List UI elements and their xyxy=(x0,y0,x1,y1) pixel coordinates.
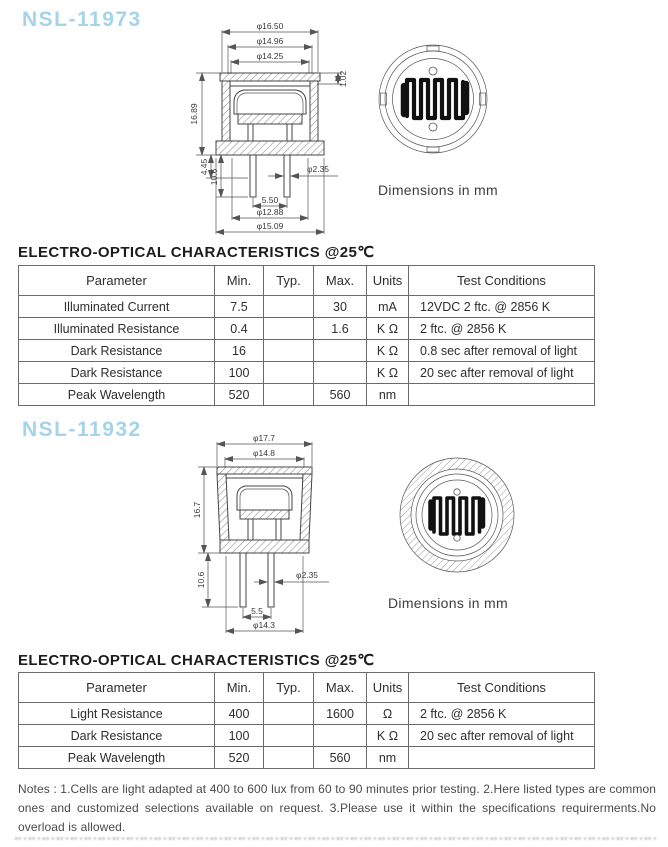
col-header-typ: Typ. xyxy=(264,266,314,296)
dim-label-dia-outer: φ16.50 xyxy=(256,21,284,31)
cell-max: 560 xyxy=(314,747,367,769)
cell-max xyxy=(314,725,367,747)
cell-min: 0.4 xyxy=(215,318,264,340)
cell-parameter: Dark Resistance xyxy=(19,340,215,362)
top-view-drawing-1 xyxy=(376,42,490,161)
col-header-min: Min. xyxy=(215,673,264,703)
dim-label-lead-len: 10.6 xyxy=(209,168,219,186)
dim-label-body-h: 16.7 xyxy=(192,501,202,519)
table-row xyxy=(19,384,595,406)
cell-max: 560 xyxy=(314,384,367,406)
faded-footer-line xyxy=(15,837,657,840)
top-view-drawing-2 xyxy=(398,456,516,579)
cell-typ xyxy=(264,384,314,406)
cell-parameter: Peak Wavelength xyxy=(19,384,215,406)
cell-typ xyxy=(264,725,314,747)
cell-units: nm xyxy=(367,384,409,406)
cell-units: mA xyxy=(367,296,409,318)
cell-min: 16 xyxy=(215,340,264,362)
dim-label-rim-h: 1.02 xyxy=(338,70,348,88)
col-header-units: Units xyxy=(367,266,409,296)
cell-typ xyxy=(264,747,314,769)
table-row xyxy=(19,318,595,340)
dim-label-dia-base: φ15.09 xyxy=(256,221,284,231)
dimensions-note-2: Dimensions in mm xyxy=(388,595,508,611)
dim-label-lead-len: 10.6 xyxy=(196,571,206,589)
cell-units: Ω xyxy=(367,703,409,725)
cell-units: K Ω xyxy=(367,340,409,362)
col-header-max: Max. xyxy=(314,673,367,703)
footnotes: Notes : 1.Cells are light adapted at 400 to 600 lux from 60 to 90 minutes prior testing. 2.Here listed types are common ones and customized selections available on request. 3.Please use it within the specifications requirerments.No overload is allowed. xyxy=(18,782,656,835)
cell-units: K Ω xyxy=(367,318,409,340)
cell-max: 1.6 xyxy=(314,318,367,340)
cell-min: 520 xyxy=(215,747,264,769)
dim-label-dia-mid: φ14.96 xyxy=(256,36,284,46)
dim-label-dia-inner: φ14.25 xyxy=(256,51,284,61)
cross-section-drawing-2 xyxy=(192,430,362,647)
cell-parameter: Peak Wavelength xyxy=(19,747,215,769)
eo-table-1 xyxy=(18,265,595,406)
cell-test-conditions: 2 ftc. @ 2856 K xyxy=(409,318,595,340)
section-heading-2: ELECTRO-OPTICAL CHARACTERISTICS @25℃ xyxy=(18,652,375,669)
dimensions-note-1: Dimensions in mm xyxy=(378,182,498,198)
cross-section-drawing-1 xyxy=(150,18,360,243)
dim-label-lead-dia: φ2.35 xyxy=(295,570,319,580)
cell-units: nm xyxy=(367,747,409,769)
section-heading-1: ELECTRO-OPTICAL CHARACTERISTICS @25℃ xyxy=(18,244,375,261)
col-header-parameter: Parameter xyxy=(19,673,215,703)
cell-min: 400 xyxy=(215,703,264,725)
cell-min: 100 xyxy=(215,725,264,747)
photocell-serpentine-pattern xyxy=(434,498,480,534)
cell-test-conditions: 20 sec after removal of light xyxy=(409,725,595,747)
table-row xyxy=(19,703,595,725)
cell-parameter: Light Resistance xyxy=(19,703,215,725)
cell-min: 100 xyxy=(215,362,264,384)
dim-label-body-h: 16.89 xyxy=(189,103,199,125)
col-header-typ: Typ. xyxy=(264,673,314,703)
col-header-units: Units xyxy=(367,673,409,703)
cell-min: 520 xyxy=(215,384,264,406)
cell-parameter: Illuminated Current xyxy=(19,296,215,318)
eo-table-2 xyxy=(18,672,595,769)
cell-units: K Ω xyxy=(367,362,409,384)
col-header-parameter: Parameter xyxy=(19,266,215,296)
cell-max: 30 xyxy=(314,296,367,318)
cell-typ xyxy=(264,362,314,384)
cell-typ xyxy=(264,296,314,318)
dim-label-lead-step: 4.45 xyxy=(199,158,209,176)
cell-typ xyxy=(264,340,314,362)
col-header-max: Max. xyxy=(314,266,367,296)
cell-test-conditions: 20 sec after removal of light xyxy=(409,362,595,384)
col-header-min: Min. xyxy=(215,266,264,296)
cell-max xyxy=(314,362,367,384)
dim-label-dia-base-inner: φ12.88 xyxy=(256,207,284,217)
col-header-test-conditions: Test Conditions xyxy=(409,673,595,703)
table-row xyxy=(19,340,595,362)
dim-label-lead-pitch: 5.5 xyxy=(251,606,263,616)
cell-typ xyxy=(264,703,314,725)
dim-label-dia-inner: φ14.8 xyxy=(252,448,276,458)
table-row xyxy=(19,296,595,318)
cell-parameter: Dark Resistance xyxy=(19,725,215,747)
dim-label-lead-dia: φ2.35 xyxy=(306,164,330,174)
cell-parameter: Illuminated Resistance xyxy=(19,318,215,340)
table-row xyxy=(19,362,595,384)
cell-min: 7.5 xyxy=(215,296,264,318)
table-row xyxy=(19,747,595,769)
dim-label-dia-outer: φ17.7 xyxy=(252,433,276,443)
cell-max: 1600 xyxy=(314,703,367,725)
cell-typ xyxy=(264,318,314,340)
table-row xyxy=(19,725,595,747)
cell-test-conditions: 2 ftc. @ 2856 K xyxy=(409,703,595,725)
cell-parameter: Dark Resistance xyxy=(19,362,215,384)
cell-test-conditions: 12VDC 2 ftc. @ 2856 K xyxy=(409,296,595,318)
col-header-test-conditions: Test Conditions xyxy=(409,266,595,296)
photocell-serpentine-pattern xyxy=(407,80,463,118)
cell-test-conditions xyxy=(409,384,595,406)
table-header-row xyxy=(19,266,595,296)
product-title-nsl-11973: NSL-11973 xyxy=(22,8,142,31)
cell-test-conditions xyxy=(409,747,595,769)
table-header-row xyxy=(19,673,595,703)
cell-test-conditions: 0.8 sec after removal of light xyxy=(409,340,595,362)
product-title-nsl-11932: NSL-11932 xyxy=(22,418,142,441)
dim-label-lead-pitch: 5.50 xyxy=(261,195,279,205)
dim-label-dia-base: φ14.3 xyxy=(252,620,276,630)
cell-units: K Ω xyxy=(367,725,409,747)
cell-max xyxy=(314,340,367,362)
